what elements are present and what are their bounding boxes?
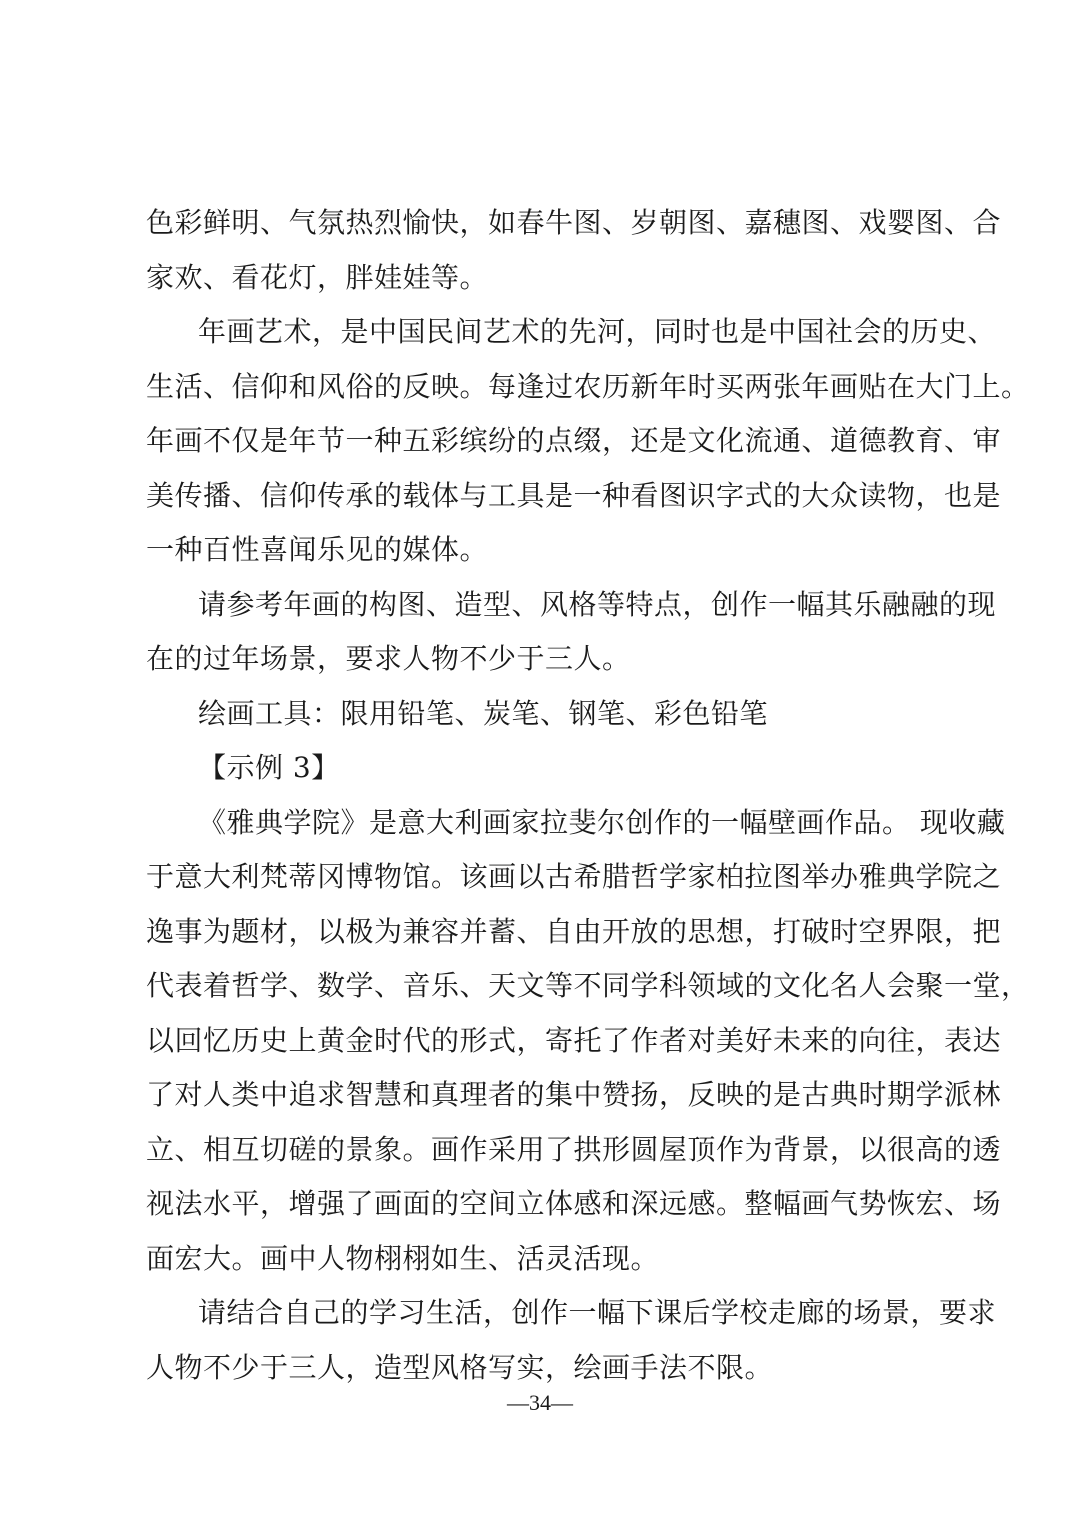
text-line: 代表着哲学、数学、音乐、天文等不同学科领域的文化名人会聚一堂， [146,969,1030,1002]
text-line: 请参考年画的构图、造型、风格等特点，创作一幅其乐融融的现 [198,587,997,621]
text-line: 面宏大。画中人物栩栩如生、活灵活现。 [146,1241,660,1275]
text-line: 年画艺术，是中国民间艺术的先河，同时也是中国社会的历史、 [198,315,997,348]
text-line: 在的过年场景，要求人物不少于三人。 [146,642,631,675]
text-line: 于意大利梵蒂冈博物馆。该画以古希腊哲学家柏拉图举办雅典学院之 [146,860,1002,893]
text-line: 了对人类中追求智慧和真理者的集中赞扬，反映的是古典时期学派林 [146,1078,1002,1111]
body-text [146,196,1030,1395]
text-line: 年画不仅是年节一种五彩缤纷的点缀，还是文化流通、道德教育、审 [146,424,1002,457]
text-line: 《雅典学院》是意大利画家拉斐尔创作的一幅壁画作品。 现收藏 [198,805,1006,839]
text-line: 请结合自己的学习生活，创作一幅下课后学校走廊的场景，要求 [198,1296,997,1329]
text-line: 立、相互切磋的景象。画作采用了拱形圆屋顶作为背景，以很高的透 [146,1132,1002,1166]
text-line: 视法水平，增强了画面的空间立体感和深远感。整幅画气势恢宏、场 [146,1187,1002,1220]
page-number: —34— [507,1390,573,1415]
text-line: 色彩鲜明、气氛热烈愉快，如春牛图、岁朝图、嘉穗图、戏婴图、合 [146,206,1002,239]
text-line: 家欢、看花灯，胖娃娃等。 [146,260,489,294]
text-line: 美传播、信仰传承的载体与工具是一种看图识字式的大众读物，也是 [146,478,1002,512]
text-line: 【示例 3】 [198,751,340,784]
text-line: 绘画工具：限用铅笔、炭笔、钢笔、彩色铅笔 [198,696,769,730]
text-line: 逸事为题材，以极为兼容并蓄、自由开放的思想，打破时空界限，把 [146,914,1002,948]
text-line: 一种百性喜闻乐见的媒体。 [146,533,489,566]
text-line: 以回忆历史上黄金时代的形式，寄托了作者对美好未来的向往，表达 [146,1023,1002,1057]
text-line: 生活、信仰和风俗的反映。每逢过农历新年时买两张年画贴在大门上。 [146,369,1030,403]
text-line: 人物不少于三人，造型风格写实，绘画手法不限。 [146,1350,774,1384]
